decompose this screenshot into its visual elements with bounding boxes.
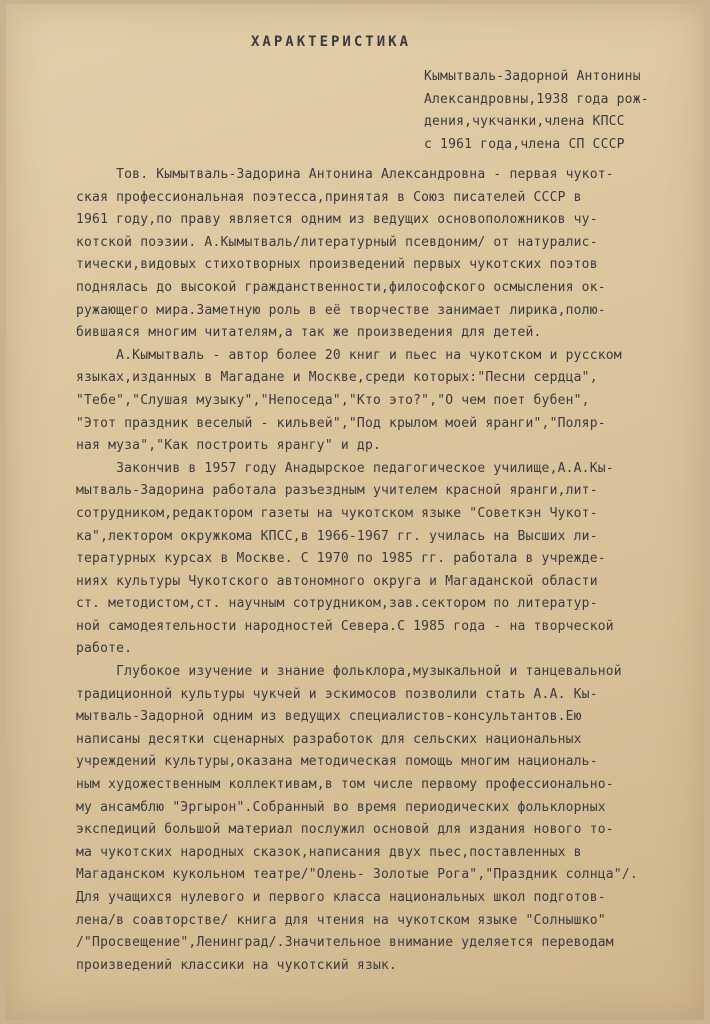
text-line: Тов. Кымытваль-Задорина Антонина Александровна - первая чукот-	[76, 167, 614, 182]
text-line: произведений классики на чукотский язык.	[76, 957, 398, 973]
text-line: традиционной культуры чукчей и эскимосов позволили стать А.А. Кы-	[76, 686, 598, 702]
text-line: му ансамблю "Эргырон".Собранный во время периодических фольклорных	[76, 799, 606, 815]
text-line: ст. методистом,ст. научным сотрудником,зав.сектором по литератур-	[76, 596, 598, 612]
text-line: Для учащихся нулевого и первого класса национальных школ подготов-	[76, 890, 606, 905]
text-line: Закончив в 1957 году Анадырское педагогическое училище,А.А.Кы-	[76, 460, 614, 476]
subject-line: Александровны,1938 года рож-	[424, 91, 649, 107]
text-line: ка",лектором окружкома КПСС,в 1966-1967 гг. училась на Высших ли-	[76, 528, 598, 544]
text-line: ная муза","Как построить ярангу" и др.	[76, 438, 382, 454]
text-line: ным художественным коллективам,в том числе первому профессионально-	[76, 777, 614, 793]
paper-sheet	[6, 4, 704, 1020]
text-line: тературных курсах в Москве. С 1970 по 1985 гг. работала в учрежде-	[76, 551, 606, 567]
document-body	[76, 164, 638, 977]
text-line: ма чукотских народных сказок,написания двух пьес,поставленных в	[76, 844, 582, 860]
text-line: "Этот праздник веселый - кильвей","Под крылом моей яранги","Поляр-	[76, 415, 606, 431]
subject-line: Кымытваль-Задорной Антонины	[424, 69, 641, 84]
text-line: ниях культуры Чукотского автономного округа и Магаданской области	[76, 573, 598, 589]
paragraph	[76, 661, 638, 977]
text-line: ружающего мира.Заметную роль в её творчестве занимает лирика,полю-	[76, 302, 606, 318]
subject-block	[424, 66, 649, 156]
text-line: котской поэзии. А.Кымытваль/литературный псевдоним/ от натуралис-	[76, 234, 598, 250]
paragraph	[76, 164, 638, 345]
text-line: Глубокое изучение и знание фольклора,музыкальной и танцевальной	[76, 664, 622, 680]
text-line: мытваль-Задорной одним из ведущих специалистов-консультантов.Ею	[76, 709, 582, 725]
text-line: тически,видовых стихотворных произведений первых чукотских поэтов	[76, 257, 598, 273]
text-line: А.Кымытваль - автор более 20 книг и пьес на чукотском и русском	[76, 347, 622, 363]
paragraph	[76, 458, 638, 661]
text-line: 1961 году,по праву является одним из ведущих основоположников чу-	[76, 212, 598, 228]
subject-line: дения,чукчанки,члена КПСС	[424, 114, 625, 129]
text-line: работе.	[76, 641, 133, 657]
text-line: "Тебе","Слушая музыку","Непоседа","Кто это?","О чем поет бубен",	[76, 392, 590, 408]
text-line: лена/в соавторстве/ книга для чтения на чукотском языке "Солнышко"	[76, 912, 606, 928]
text-line: ская профессиональная поэтесса,принятая в Союз писателей СССР в	[76, 189, 582, 205]
text-line: /"Просвещение",Ленинград/.Значительное внимание уделяется переводам	[76, 935, 614, 951]
text-line: поднялась до высокой гражданственности,философского осмысления ок-	[76, 279, 606, 295]
text-line: языках,изданных в Магадане и Москве,среди которых:"Песни сердца",	[76, 370, 598, 386]
document-title: ХАРАКТЕРИСТИКА	[251, 34, 412, 50]
text-line: ной самодеятельности народностей Севера.С 1985 года - на творческой	[76, 618, 614, 634]
text-line: мытваль-Задорина работала разъездным учителем красной яранги,лит-	[76, 483, 598, 499]
text-line: сотрудником,редактором газеты на чукотском языке "Советкэн Чукот-	[76, 505, 598, 521]
text-line: написаны десятки сценарных разработок для сельских национальных	[76, 731, 582, 747]
text-line: экспедиций большой материал послужил основой для издания нового то-	[76, 822, 614, 838]
text-line: Магаданском кукольном театре/"Олень- Золотые Рога","Праздник солнца"/.	[76, 867, 638, 883]
subject-line: с 1961 года,члена СП СССР	[424, 136, 625, 152]
paragraph	[76, 345, 638, 458]
text-line: учреждений культуры,оказана методическая помощь многим националь-	[76, 754, 598, 770]
text-line: бившаяся многим читателям,а так же произведения для детей.	[76, 325, 542, 341]
